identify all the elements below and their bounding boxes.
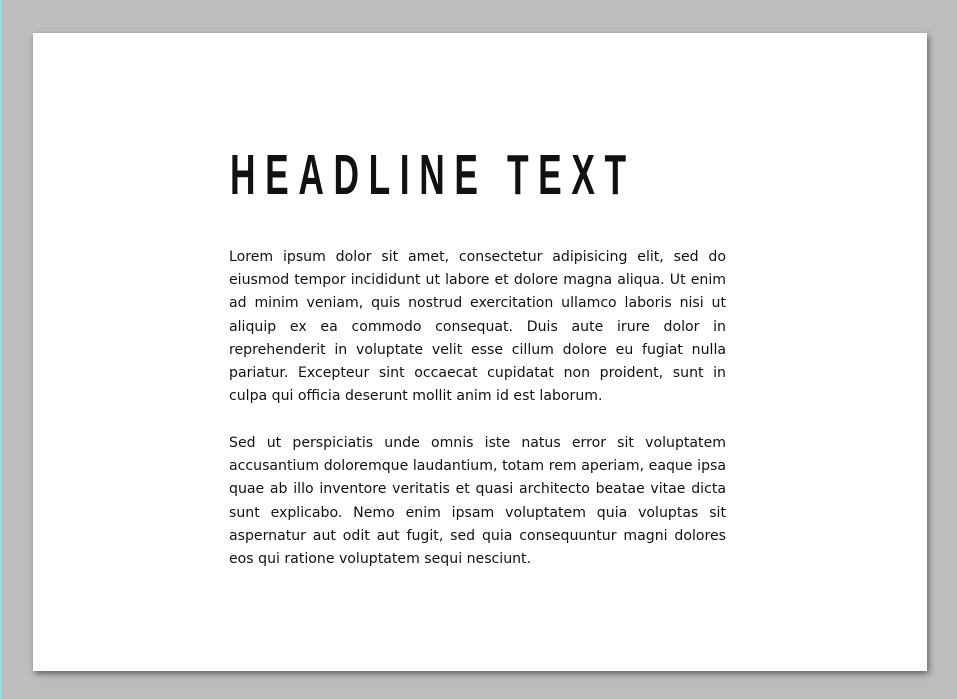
body-text: [229, 246, 726, 595]
document-page: [33, 33, 927, 671]
paragraph-1: Lorem ipsum dolor sit amet, consectetur adipisicing elit, sed do eiusmod tempor incididunt ut labore et dolore magna aliqua. Ut enim ad minim veniam, quis nostrud exercitation ullamco laboris nisi ut aliquip ex ea commodo consequat. Duis aute irure dolor in reprehenderit in voluptate velit esse cillum dolore eu fugiat nulla pariatur. Excepteur sint occaecat cupidatat non proident, sunt in culpa qui officia deserunt mollit anim id est laborum.: [229, 249, 726, 405]
paragraph-2: Sed ut perspiciatis unde omnis iste natus error sit voluptatem accusantium doloremque laudantium, totam rem aperiam, eaque ipsa quae ab illo inventore veritatis et quasi architecto beatae vitae dicta sunt explicabo. Nemo enim ipsam voluptatem quia voluptas sit aspernatur aut odit aut fugit, sed quia consequuntur magni dolores eos qui ratione voluptatem sequi nesciunt.: [229, 434, 726, 567]
canvas-edge-guide: [0, 0, 2, 699]
headline: HEADLINE TEXT: [230, 143, 636, 207]
